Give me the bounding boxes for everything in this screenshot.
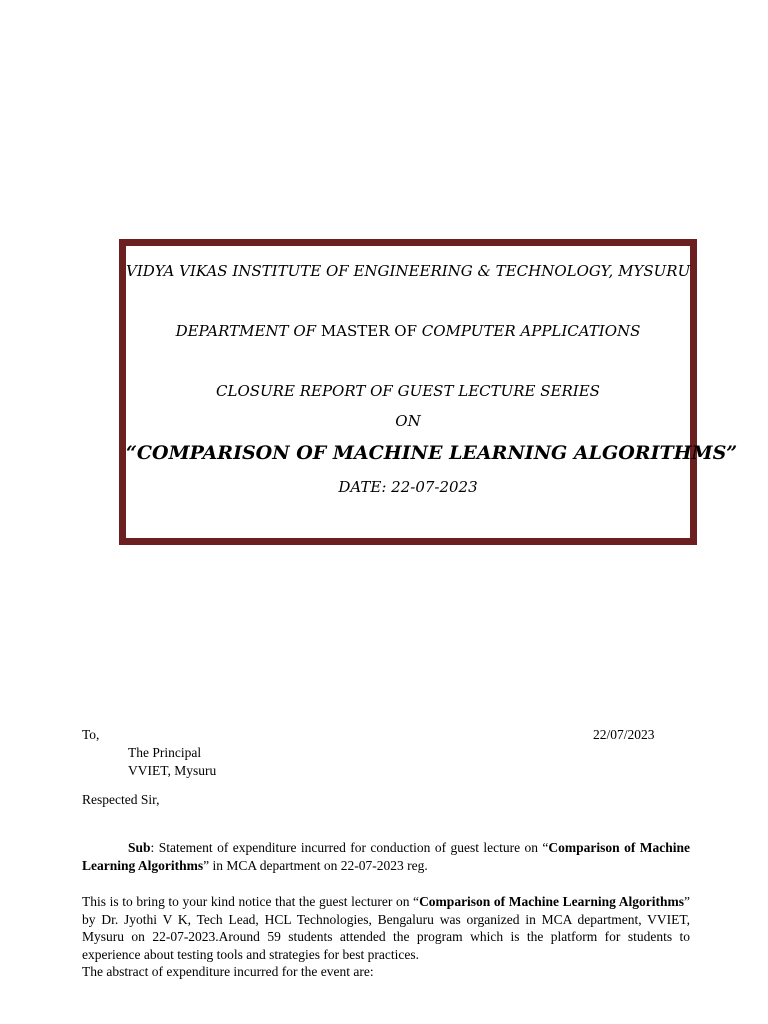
body-paragraph	[82, 893, 690, 963]
subject-label: Sub	[128, 840, 151, 855]
report-on: ON	[395, 412, 421, 430]
recipient-org: VVIET, Mysuru	[128, 763, 217, 778]
report-title: CLOSURE REPORT OF GUEST LECTURE SERIES	[216, 382, 600, 400]
lecture-topic: “COMPARISON OF MACHINE LEARNING ALGORITHMS”	[126, 442, 738, 464]
body-topic: Comparison of Machine Learning Algorithms	[419, 894, 684, 909]
department-middle: MASTER OF	[320, 322, 422, 340]
subject-text-end: ” in MCA department on 22-07-2023 reg.	[203, 857, 428, 873]
letter-date: 22/07/2023	[593, 727, 655, 742]
letter-to: To,	[82, 727, 100, 742]
institute-name: VIDYA VIKAS INSTITUTE OF ENGINEERING & TECHNOLOGY, MYSURU	[126, 262, 691, 280]
subject-topic: Comparison of Machine Learning Algorithms	[82, 840, 690, 873]
title-box	[119, 239, 738, 545]
recipient-title: The Principal	[128, 745, 202, 760]
body-text-start: This is to bring to your kind notice that the guest lecturer on “	[82, 894, 420, 909]
report-date: DATE: 22-07-2023	[338, 478, 478, 496]
department-prefix: DEPARTMENT OF	[175, 322, 321, 340]
subject-paragraph	[82, 839, 690, 874]
department-name	[126, 322, 690, 340]
subject-text-start: : Statement of expenditure incurred for conduction of guest lecture on “	[150, 840, 549, 855]
body-text-end: ” by Dr. Jyothi V K, Tech Lead, HCL Technologies, Bengaluru was organized in MCA department, VVIET, Mysuru on 22-07-2023.Around 59 students attended the program which is the platform for students to experience about testing tools and strategies for best practices.	[82, 894, 690, 962]
closing-line: The abstract of expenditure incurred for the event are:	[82, 964, 374, 979]
department-suffix: COMPUTER APPLICATIONS	[421, 322, 641, 340]
salutation: Respected Sir,	[82, 792, 160, 807]
